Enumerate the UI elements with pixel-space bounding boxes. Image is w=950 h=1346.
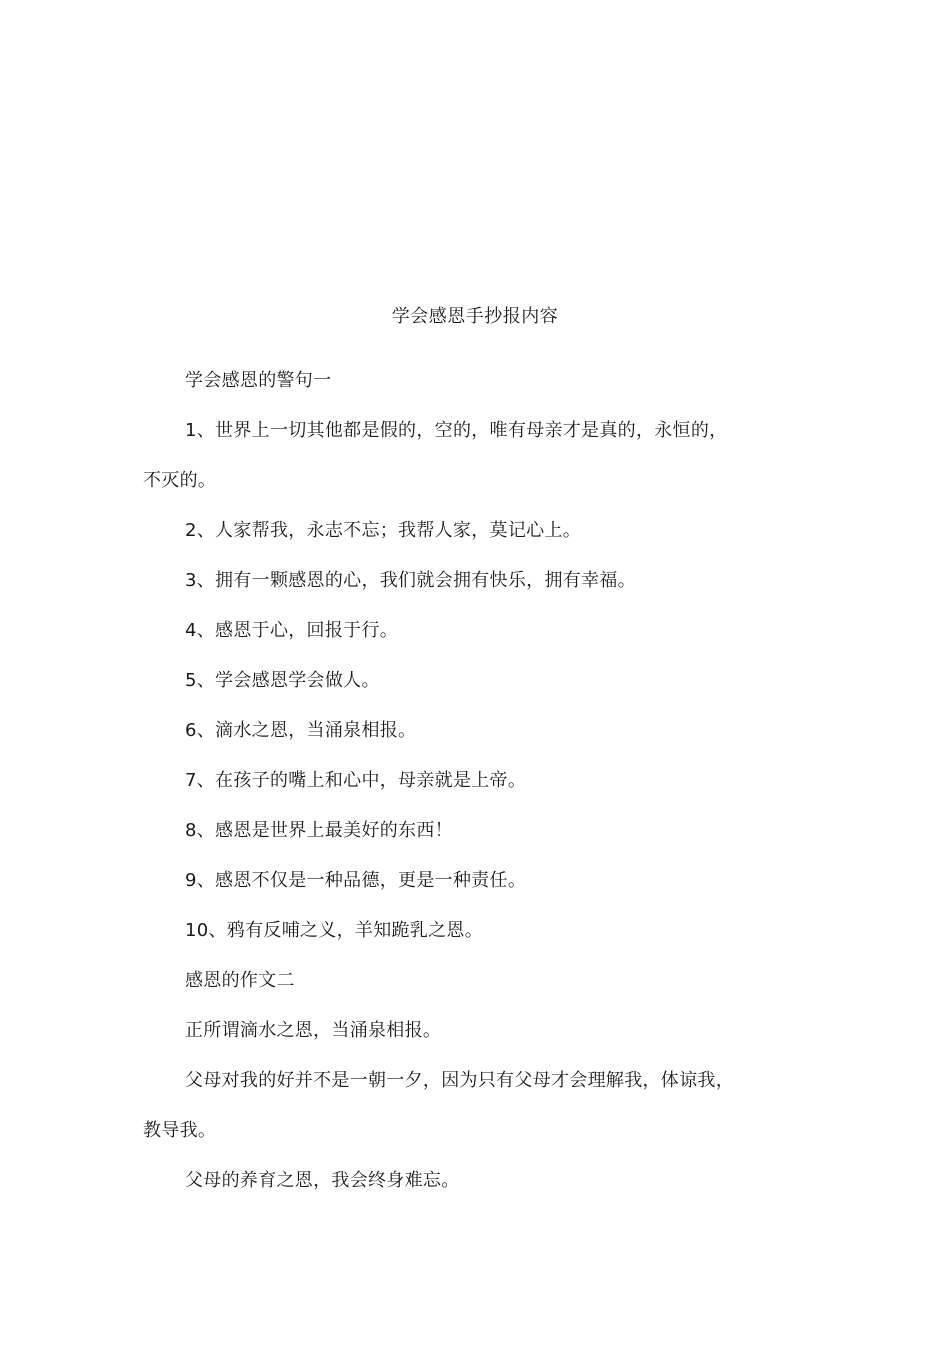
paragraph-line: 9、感恩不仅是一种品德，更是一种责任。 <box>185 870 527 891</box>
paragraph-line: 正所谓滴水之恩，当涌泉相报。 <box>185 1020 442 1041</box>
paragraph-line: 10、鸦有反哺之义，羊知跪乳之恩。 <box>185 920 484 941</box>
paragraph-line: 8、感恩是世界上最美好的东西！ <box>185 820 453 841</box>
document-body <box>143 366 803 1216</box>
paragraph-line: 1、世界上一切其他都是假的，空的，唯有母亲才是真的，永恒的， <box>185 420 728 441</box>
paragraph-line: 5、学会感恩学会做人。 <box>185 670 380 691</box>
paragraph-line: 3、拥有一颗感恩的心，我们就会拥有快乐，拥有幸福。 <box>185 570 636 591</box>
paragraph-line: 2、人家帮我，永志不忘；我帮人家，莫记心上。 <box>185 520 582 541</box>
section-heading: 感恩的作文二 <box>185 970 295 991</box>
paragraph-line: 教导我。 <box>143 1120 217 1141</box>
paragraph-line: 父母的养育之恩，我会终身难忘。 <box>185 1170 460 1191</box>
section-heading: 学会感恩的警句一 <box>185 370 332 391</box>
paragraph-line: 7、在孩子的嘴上和心中，母亲就是上帝。 <box>185 770 527 791</box>
document-title: 学会感恩手抄报内容 <box>391 306 559 327</box>
paragraph-line: 6、滴水之恩，当涌泉相报。 <box>185 720 417 741</box>
paragraph-line: 父母对我的好并不是一朝一夕，因为只有父母才会理解我，体谅我， <box>185 1070 734 1091</box>
paragraph-line: 4、感恩于心，回报于行。 <box>185 620 399 641</box>
paragraph-line: 不灭的。 <box>143 470 217 491</box>
